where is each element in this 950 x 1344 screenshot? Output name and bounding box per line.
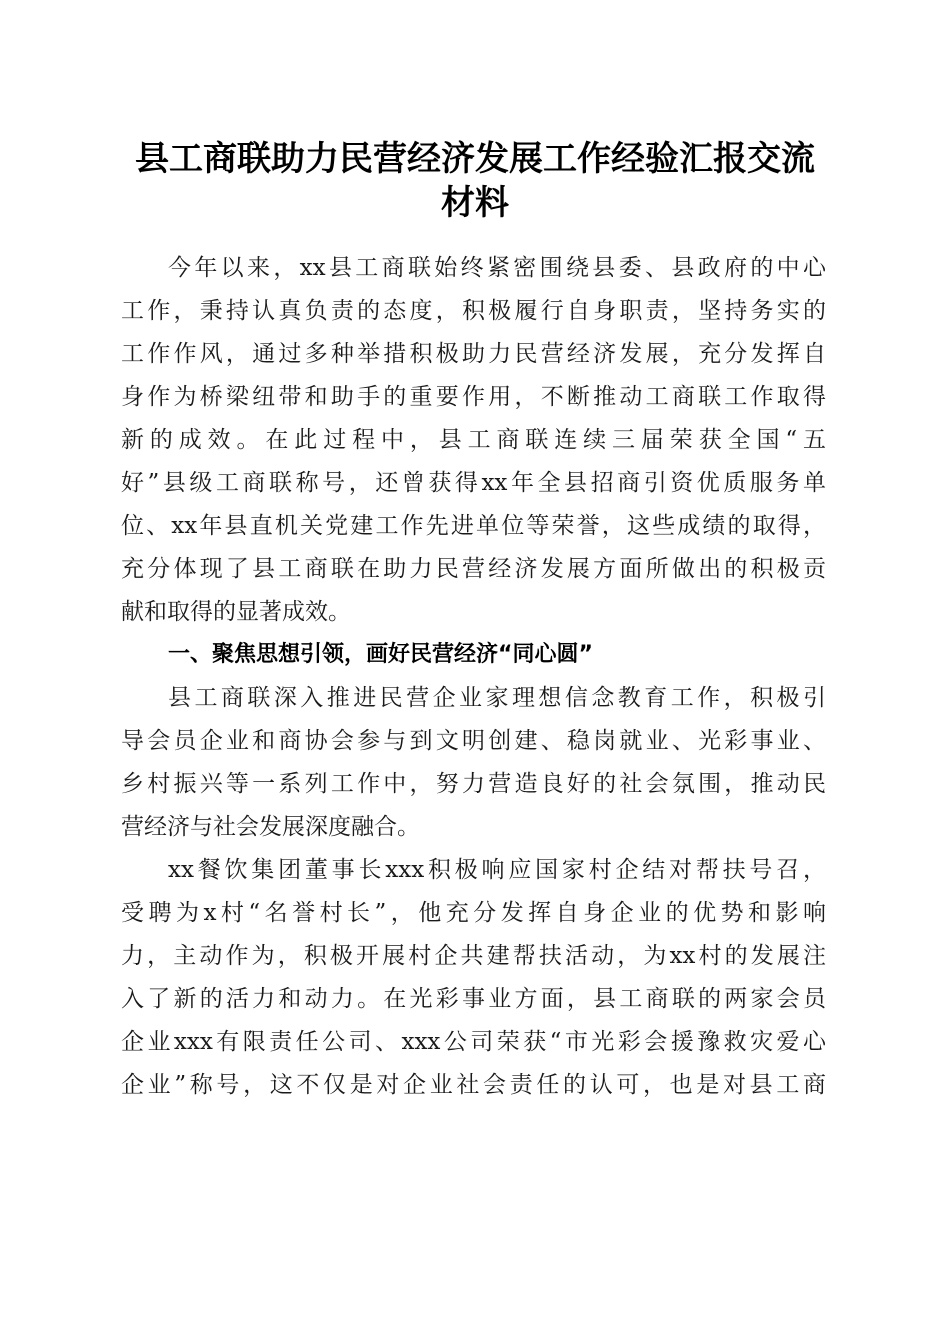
paragraph-line: 工作作风，通过多种举措积极助力民营经济发展，充分发挥自 (121, 341, 826, 367)
paragraph-line: 企业”称号，这不仅是对企业社会责任的认可，也是对县工商 (121, 1072, 826, 1098)
paragraph-line: 身作为桥梁纽带和助手的重要作用，不断推动工商联工作取得 (121, 384, 826, 410)
paragraph-line: 献和取得的显著成效。 (121, 599, 351, 625)
paragraph-line: 导会员企业和商协会参与到文明创建、稳岗就业、光彩事业、 (121, 728, 826, 754)
paragraph-line: xx餐饮集团董事长xxx积极响应国家村企结对帮扶号召， (168, 857, 826, 883)
paragraph-line: 入了新的活力和动力。在光彩事业方面，县工商联的两家会员 (121, 986, 826, 1012)
paragraph-line: 充分体现了县工商联在助力民营经济发展方面所做出的积极贡 (121, 556, 826, 582)
paragraph-line: 营经济与社会发展深度融合。 (121, 814, 420, 840)
paragraph-line: 位、xx年县直机关党建工作先进单位等荣誉，这些成绩的取得， (121, 513, 826, 539)
paragraph-line: 新的成效。在此过程中，县工商联连续三届荣获全国“五 (121, 427, 826, 453)
section-heading: 一、聚焦思想引领，画好民营经济“同心圆” (168, 642, 593, 667)
paragraph-line: 县工商联深入推进民营企业家理想信念教育工作，积极引 (168, 685, 826, 711)
paragraph-line: 受聘为x村“名誉村长”，他充分发挥自身企业的优势和影响 (121, 900, 826, 926)
paragraph-line: 工作，秉持认真负责的态度，积极履行自身职责，坚持务实的 (121, 298, 826, 324)
paragraph-line: 好”县级工商联称号，还曾获得xx年全县招商引资优质服务单 (121, 470, 826, 496)
paragraph-line: 乡村振兴等一系列工作中，努力营造良好的社会氛围，推动民 (121, 771, 826, 797)
paragraph-line: 企业xxx有限责任公司、xxx公司荣获“市光彩会援豫救灾爱心 (121, 1029, 826, 1055)
document-title-line-1: 县工商联助力民营经济发展工作经验汇报交流 (135, 139, 815, 179)
document-title-line-2: 材料 (441, 183, 509, 223)
paragraph-line: 今年以来，xx县工商联始终紧密围绕县委、县政府的中心 (168, 255, 826, 281)
paragraph-line: 力，主动作为，积极开展村企共建帮扶活动，为xx村的发展注 (121, 943, 826, 969)
